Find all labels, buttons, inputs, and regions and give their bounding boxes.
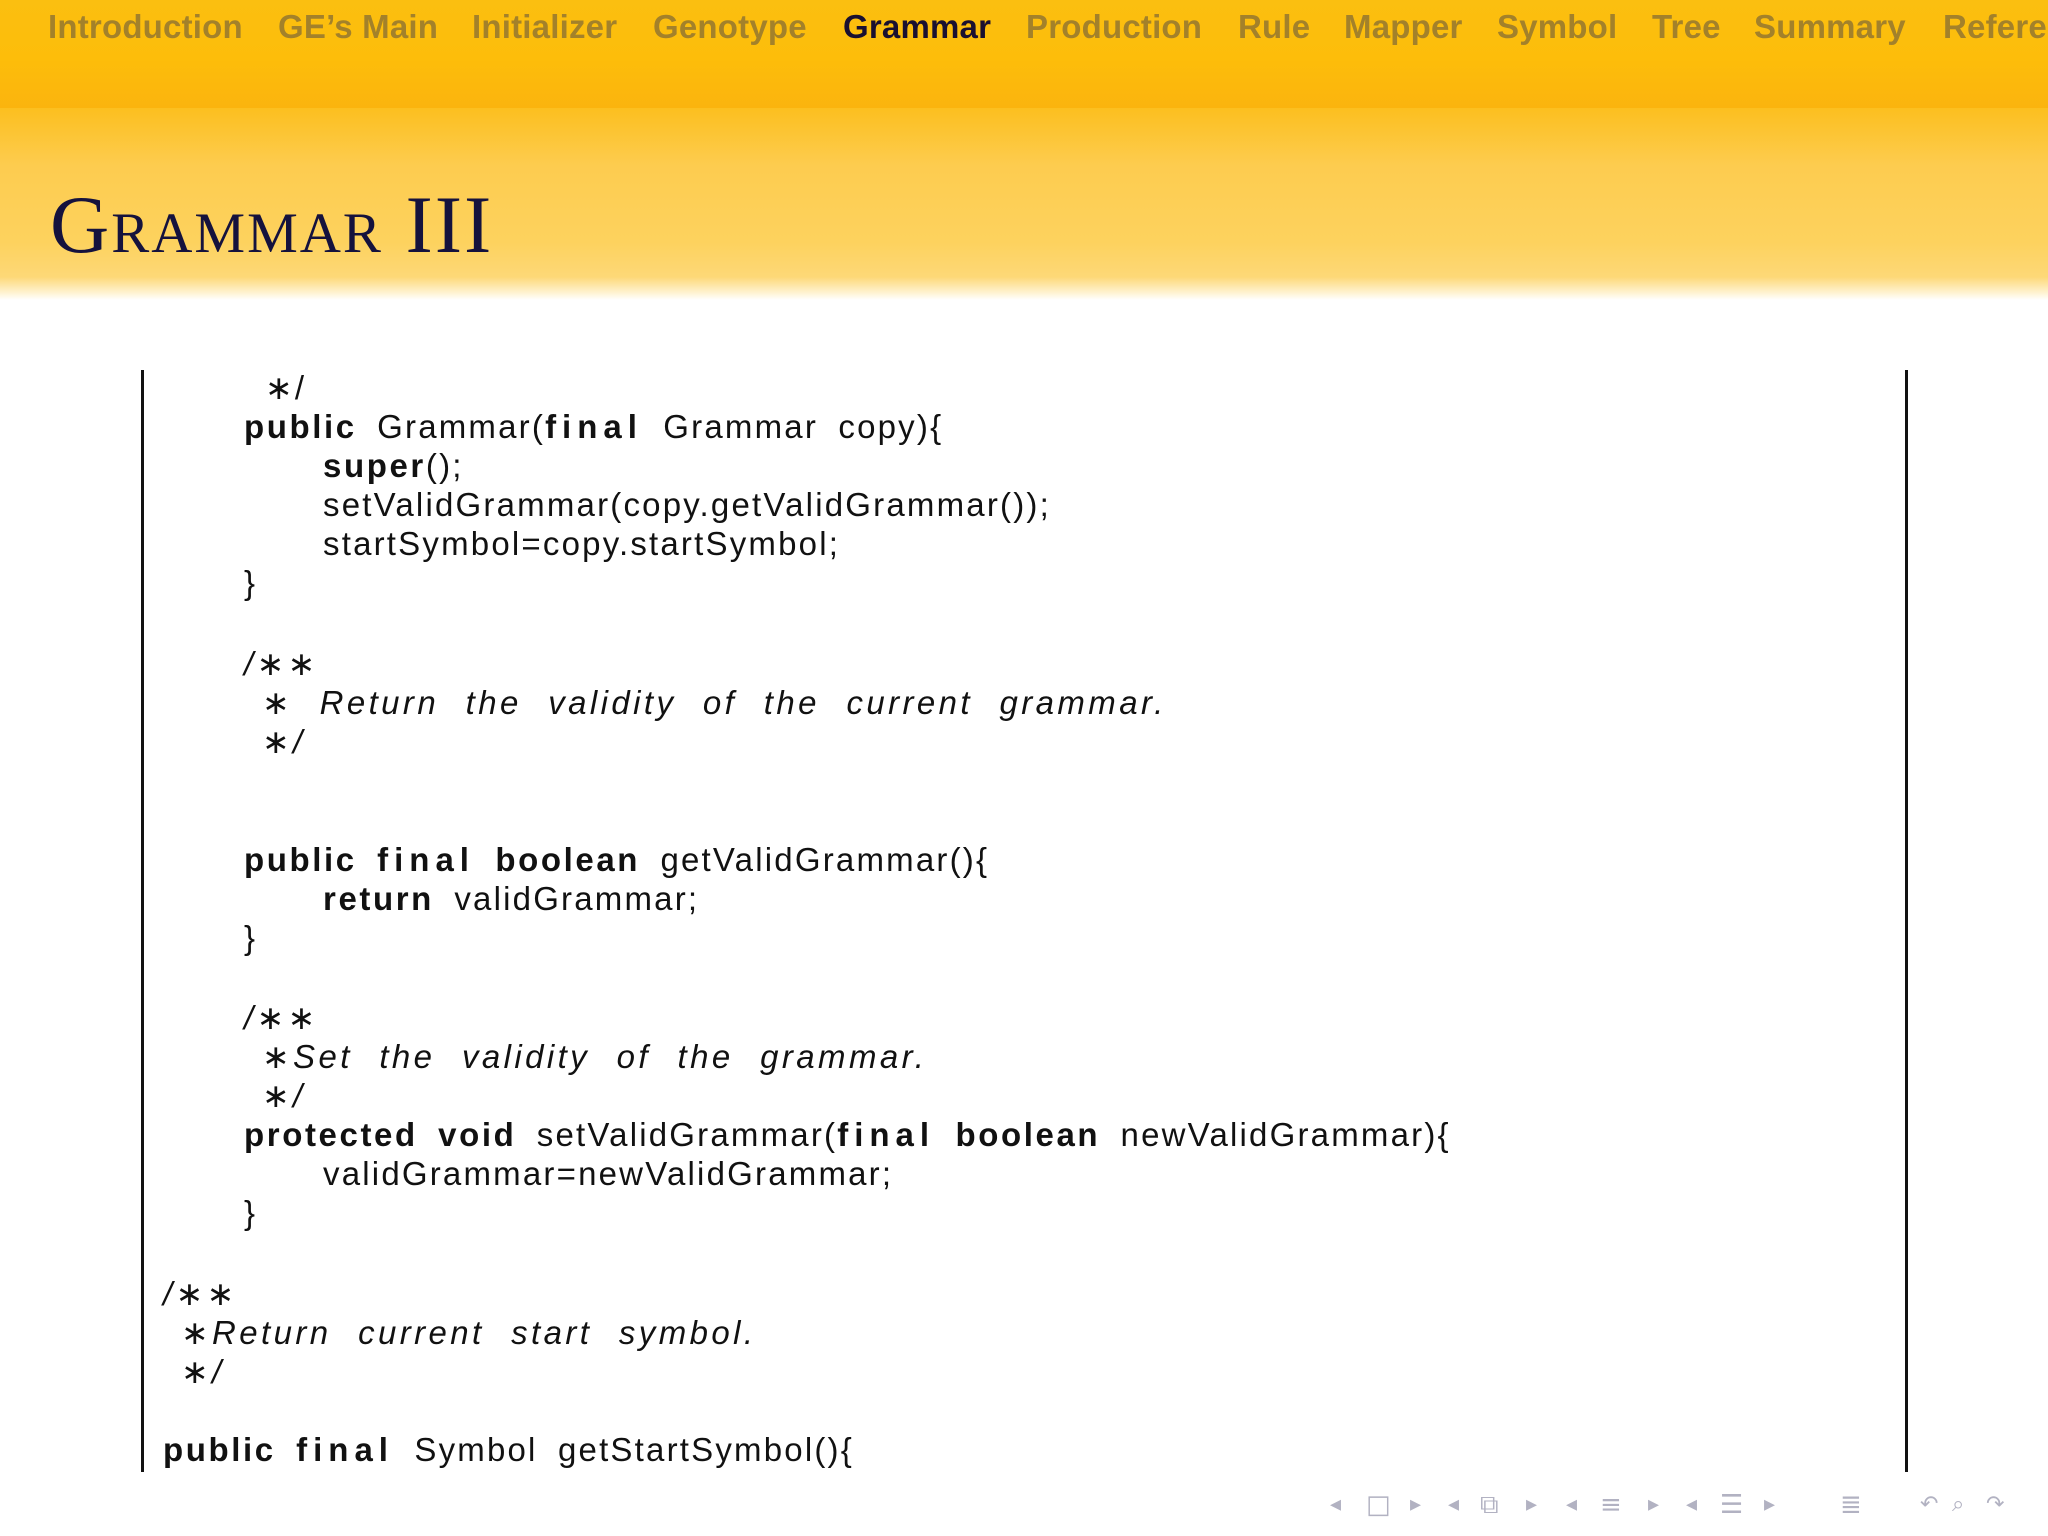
keyword-public: public — [163, 1431, 276, 1468]
listing-left-rule — [141, 370, 144, 1472]
code-comment-line: ∗Return current start symbol. — [181, 1314, 757, 1351]
keyword-boolean: boolean — [955, 1116, 1101, 1153]
code-line: return validGrammar; — [323, 880, 700, 917]
keyword-protected: protected — [244, 1116, 418, 1153]
nav-item-summary[interactable]: Summary — [1754, 8, 1906, 45]
arrow-right-icon[interactable]: ▸ — [1764, 1492, 1776, 1517]
code-line: public final boolean getValidGrammar(){ — [244, 841, 990, 878]
nav-item-ges-main[interactable]: GE’s Main — [278, 8, 439, 45]
keyword-super: super — [323, 447, 426, 484]
code-line: public final Symbol getStartSymbol(){ — [163, 1431, 854, 1468]
code-line: setValidGrammar(copy.getValidGrammar()); — [323, 486, 1051, 523]
keyword-public: public — [244, 841, 357, 878]
code-comment-line: ∗/ — [262, 723, 306, 760]
beamer-navigation-symbols — [1330, 1488, 2030, 1522]
back-icon[interactable]: ↶ — [1920, 1492, 1939, 1517]
code-line: super(); — [323, 447, 464, 484]
nav-item-grammar[interactable]: Grammar — [843, 8, 992, 45]
search-icon[interactable]: ⌕ — [1952, 1492, 1965, 1517]
code-line: } — [244, 564, 258, 601]
keyword-void: void — [438, 1116, 517, 1153]
nav-item-introduction[interactable]: Introduction — [48, 8, 243, 45]
listing-right-rule — [1905, 370, 1908, 1472]
slide-title: Grammar III — [50, 179, 494, 270]
code-line: startSymbol=copy.startSymbol; — [323, 525, 841, 562]
code-line: } — [244, 919, 258, 956]
code-line: protected void setValidGrammar(final boolean newValidGrammar){ — [244, 1116, 1451, 1153]
code-comment-line: /∗∗ — [163, 1275, 238, 1312]
code-line: } — [244, 1194, 258, 1231]
slide-icon[interactable]: □ — [1366, 1490, 1391, 1520]
code-comment-line: ∗ Return the validity of the current grammar. — [262, 684, 1167, 721]
arrow-left-icon[interactable]: ◂ — [1448, 1492, 1460, 1517]
nav-item-rule[interactable]: Rule — [1238, 8, 1311, 45]
arrow-left-icon[interactable]: ◂ — [1566, 1492, 1578, 1517]
section-icon[interactable]: ☰ — [1720, 1490, 1744, 1520]
nav-item-mapper[interactable]: Mapper — [1344, 8, 1463, 45]
keyword-final: final — [296, 1431, 394, 1468]
keyword-final: final — [377, 841, 475, 878]
keyword-public: public — [244, 408, 357, 445]
nav-item-references[interactable]: Refere — [1943, 8, 2047, 45]
arrow-right-icon[interactable]: ▸ — [1526, 1492, 1538, 1517]
arrow-left-icon[interactable]: ◂ — [1686, 1492, 1698, 1517]
code-line: validGrammar=newValidGrammar; — [323, 1155, 894, 1192]
code-comment-line: /∗∗ — [244, 645, 319, 682]
title-band — [0, 108, 2048, 300]
frame-icon[interactable]: ⧉ — [1480, 1490, 1499, 1520]
section-navigation-bar — [0, 0, 2048, 108]
code-line: ∗/ — [265, 369, 307, 406]
code-comment-line: ∗/ — [262, 1077, 306, 1114]
code-comment-line: /∗∗ — [244, 999, 319, 1036]
keyword-return: return — [323, 880, 434, 917]
arrow-right-icon[interactable]: ▸ — [1410, 1492, 1422, 1517]
nav-item-production[interactable]: Production — [1026, 8, 1203, 45]
code-line: public Grammar(final Grammar copy){ — [244, 408, 944, 445]
nav-item-tree[interactable]: Tree — [1652, 8, 1721, 45]
nav-item-genotype[interactable]: Genotype — [653, 8, 807, 45]
nav-item-symbol[interactable]: Symbol — [1497, 8, 1618, 45]
code-comment-line: ∗/ — [181, 1353, 225, 1390]
appendix-icon[interactable]: ≣ — [1840, 1490, 1862, 1520]
nav-item-initializer[interactable]: Initializer — [472, 8, 618, 45]
keyword-final: final — [545, 408, 643, 445]
keyword-boolean: boolean — [495, 841, 641, 878]
keyword-final: final — [837, 1116, 936, 1153]
arrow-right-icon[interactable]: ▸ — [1648, 1492, 1660, 1517]
subsection-icon[interactable]: ≡ — [1600, 1490, 1622, 1520]
forward-icon[interactable]: ↷ — [1986, 1492, 2005, 1517]
arrow-left-icon[interactable]: ◂ — [1330, 1492, 1342, 1517]
code-comment-line: ∗Set the validity of the grammar. — [262, 1038, 928, 1075]
